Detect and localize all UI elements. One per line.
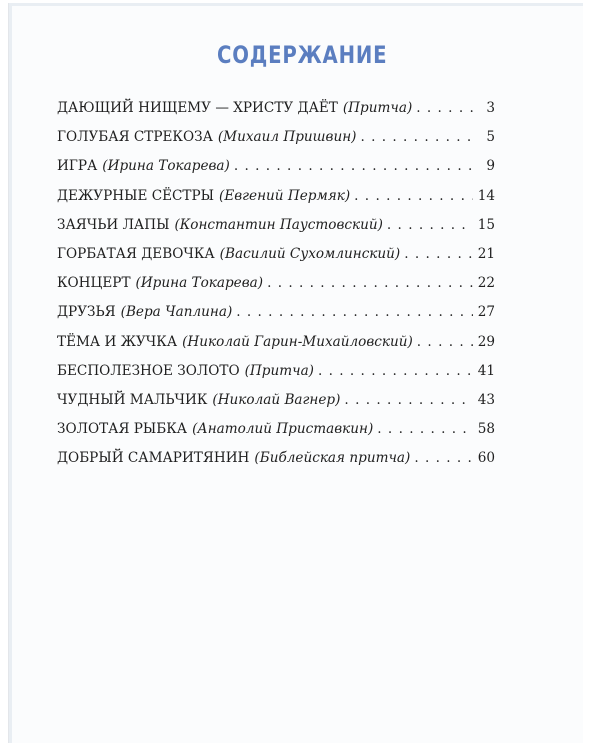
toc-entry-author: (Притча) bbox=[342, 100, 413, 116]
toc-entry-page-number: 60 bbox=[477, 450, 495, 467]
dot-leader bbox=[414, 450, 473, 466]
toc-heading: СОДЕРЖАНИЕ bbox=[216, 41, 388, 69]
toc-entry bbox=[57, 304, 495, 333]
toc-entry-page-number: 21 bbox=[477, 245, 495, 262]
toc-entry bbox=[57, 246, 495, 275]
dot-leader bbox=[318, 363, 473, 379]
toc-entry-title: ДРУЗЬЯ bbox=[57, 304, 116, 321]
toc-entry-title: ГОРБАТАЯ ДЕВОЧКА bbox=[57, 245, 215, 262]
toc-entry-author: (Николай Гарин-Михайловский) bbox=[182, 333, 413, 350]
toc-entry-page-number: 43 bbox=[477, 391, 495, 408]
toc-entry-page-number: 9 bbox=[486, 158, 495, 175]
toc-entry-author: (Анатолий Приставкин) bbox=[192, 421, 374, 438]
dot-leader bbox=[417, 334, 473, 350]
toc-entry-author: (Василий Сухомлинский) bbox=[219, 245, 401, 262]
toc-entry-title: КОНЦЕРТ bbox=[57, 275, 131, 292]
table-of-contents bbox=[57, 100, 495, 479]
dot-leader bbox=[387, 217, 473, 233]
toc-entry bbox=[57, 450, 495, 479]
toc-entry-page-number: 58 bbox=[477, 421, 495, 438]
toc-entry-title: ДЕЖУРНЫЕ СЁСТРЫ bbox=[57, 187, 215, 204]
toc-entry-page-number: 15 bbox=[477, 216, 495, 233]
dot-leader bbox=[344, 392, 473, 408]
toc-entry-author: (Михаил Пришвин) bbox=[217, 129, 357, 146]
toc-entry-author: (Ирина Токарева) bbox=[135, 275, 264, 292]
toc-entry bbox=[57, 275, 495, 304]
toc-entry-title: ЗОЛОТАЯ РЫБКА bbox=[57, 421, 188, 438]
toc-entry bbox=[57, 158, 495, 187]
dot-leader bbox=[267, 275, 473, 291]
toc-entry-author: (Николай Вагнер) bbox=[212, 391, 341, 408]
toc-entry bbox=[57, 421, 495, 450]
toc-entry-author: (Притча) bbox=[244, 362, 314, 379]
toc-entry-author: (Библейская притча) bbox=[254, 450, 411, 467]
toc-entry-title: ГОЛУБАЯ СТРЕКОЗА bbox=[57, 129, 213, 146]
toc-entry-author: (Константин Паустовский) bbox=[174, 216, 383, 233]
toc-entry bbox=[57, 188, 495, 217]
toc-entry bbox=[57, 363, 495, 392]
toc-entry-page-number: 5 bbox=[486, 129, 495, 146]
dot-leader bbox=[404, 246, 473, 262]
toc-entry-title: ЗАЯЧЬИ ЛАПЫ bbox=[57, 216, 170, 233]
dot-leader bbox=[236, 304, 473, 320]
toc-entry-author: (Евгений Пермяк) bbox=[219, 187, 351, 204]
toc-entry bbox=[57, 392, 495, 421]
toc-entry bbox=[57, 129, 495, 158]
dot-leader bbox=[377, 421, 473, 437]
dot-leader bbox=[416, 100, 473, 116]
toc-entry-page-number: 29 bbox=[477, 333, 495, 350]
toc-entry-page-number: 22 bbox=[477, 275, 495, 292]
toc-entry-page-number: 14 bbox=[477, 187, 495, 204]
toc-entry-page-number: 27 bbox=[477, 304, 495, 321]
toc-entry-title: ДОБРЫЙ САМАРИТЯНИН bbox=[57, 450, 250, 467]
toc-entry bbox=[57, 334, 495, 363]
toc-entry-title: ТЁМА И ЖУЧКА bbox=[57, 333, 178, 350]
dot-leader bbox=[360, 129, 473, 145]
toc-entry-title: ЧУДНЫЙ МАЛЬЧИК bbox=[57, 391, 208, 408]
toc-entry-page-number: 41 bbox=[477, 362, 495, 379]
toc-entry-author: (Ирина Токарева) bbox=[102, 158, 230, 175]
toc-entry-title: ИГРА bbox=[57, 158, 98, 175]
toc-entry bbox=[57, 217, 495, 246]
toc-entry-author: (Вера Чаплина) bbox=[120, 304, 233, 321]
toc-entry bbox=[57, 100, 495, 129]
toc-entry-title: БЕСПОЛЕЗНОЕ ЗОЛОТО bbox=[57, 362, 240, 379]
dot-leader bbox=[354, 188, 473, 204]
toc-entry-page-number: 3 bbox=[486, 100, 495, 116]
dot-leader bbox=[234, 158, 473, 174]
book-page bbox=[8, 3, 583, 743]
toc-entry-title: ДАЮЩИЙ НИЩЕМУ — ХРИСТУ ДАЁТ bbox=[57, 100, 338, 116]
